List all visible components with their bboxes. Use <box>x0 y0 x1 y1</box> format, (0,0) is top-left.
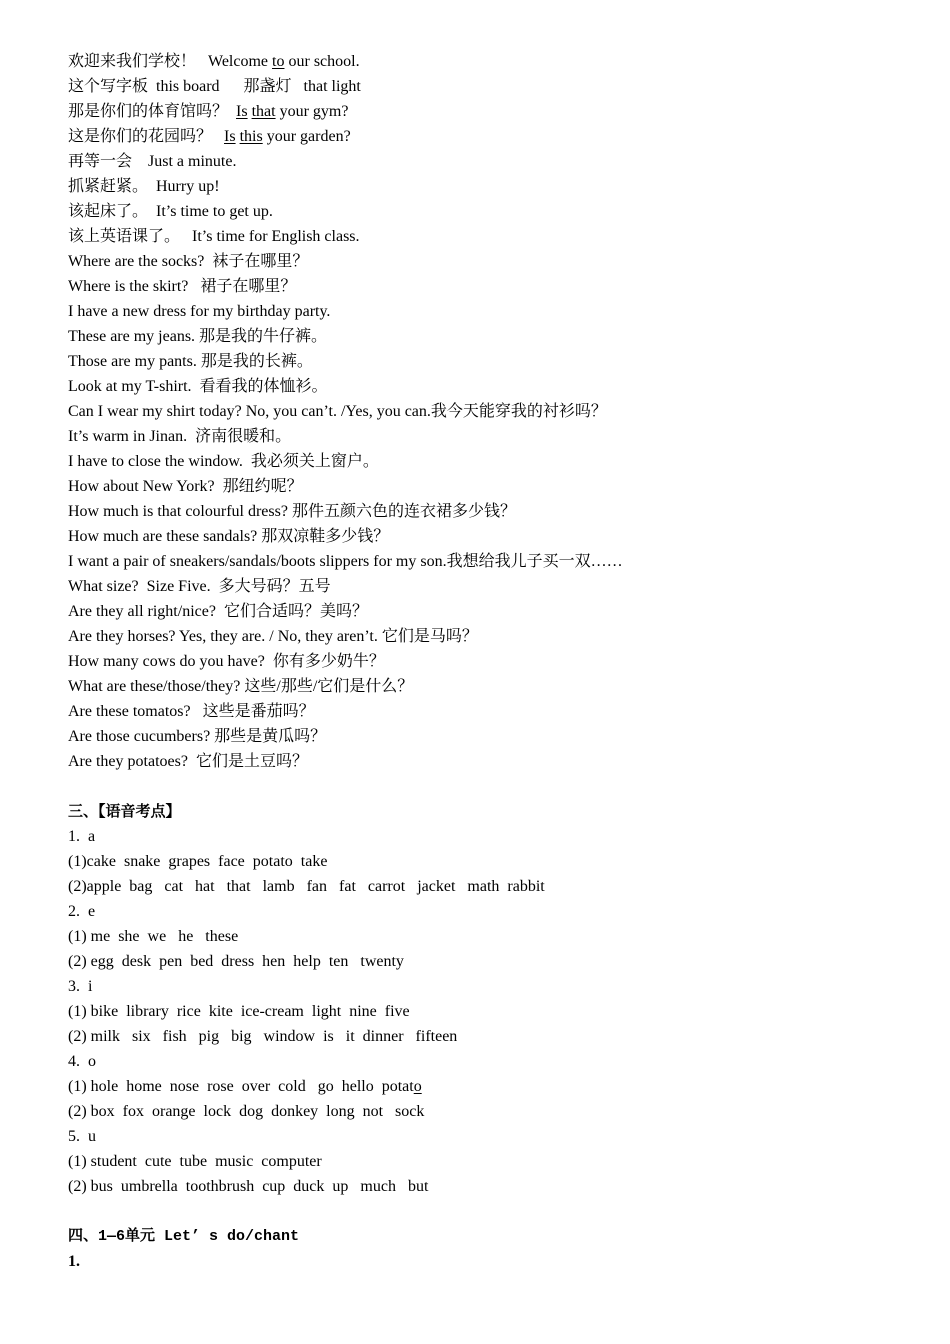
chant-item-number: 1. <box>68 1253 80 1270</box>
phrase-text: your gym? <box>275 103 349 120</box>
phonics-letter-title: 1. a <box>68 828 96 845</box>
underlined-word: to <box>272 53 285 70</box>
phrase-line: Are those cucumbers? 那些是黄瓜吗？ <box>68 728 327 745</box>
section-heading-phonics: 三、【语音考点】 <box>68 802 181 820</box>
phrase-line: Where is the skirt? 裙子在哪里？ <box>68 278 297 295</box>
phrase-line: 抓紧赶紧。 Hurry up! <box>68 178 220 195</box>
underlined-letter: o <box>413 1078 422 1095</box>
phonics-letter-title: 5. u <box>68 1128 96 1145</box>
phrase-line: Are they potatoes? 它们是土豆吗？ <box>68 753 308 770</box>
phrase-line: 这个写字板 this board 那盏灯 that light <box>68 78 361 95</box>
underlined-word: Is <box>236 103 248 120</box>
phrase-text: 欢迎来我们学校！ Welcome <box>68 53 273 70</box>
phonics-word-list: (2) bus umbrella toothbrush cup duck up much but <box>68 1178 429 1195</box>
underlined-word: Is <box>224 128 236 145</box>
phrase-line: 该上英语课了。 It’s time for English class. <box>68 228 360 245</box>
phonics-word-list: (1) student cute tube music computer <box>68 1153 322 1170</box>
phrase-line: I have a new dress for my birthday party. <box>68 303 331 320</box>
phrase-line: I want a pair of sneakers/sandals/boots slippers for my son.我想给我儿子买一双…… <box>68 553 623 570</box>
phrase-line: Can I wear my shirt today? No, you can’t. /Yes, you can.我今天能穿我的衬衫吗？ <box>68 403 607 420</box>
phrase-line: How much are these sandals? 那双凉鞋多少钱？ <box>68 528 390 545</box>
document-page <box>68 49 928 1274</box>
phrase-line: 该起床了。 It’s time to get up. <box>68 203 273 220</box>
phrase-line: Are they horses? Yes, they are. / No, they aren’t. 它们是马吗？ <box>68 628 478 645</box>
phrase-text: our school. <box>284 53 360 70</box>
phrase-line: Those are my pants. 那是我的长裤。 <box>68 353 313 370</box>
phrase-line <box>68 99 928 124</box>
phonics-word-list: (2) box fox orange lock dog donkey long not sock <box>68 1103 425 1120</box>
phonics-letter-title: 3. i <box>68 978 93 995</box>
underlined-word: this <box>239 128 263 145</box>
phrase-line: How about New York? 那纽约呢？ <box>68 478 303 495</box>
phonics-word-list <box>68 1074 928 1099</box>
phonics-word-list: (2) milk six fish pig big window is it dinner fifteen <box>68 1028 458 1045</box>
phrase-line: I have to close the window. 我必须关上窗户。 <box>68 453 379 470</box>
phrase-text: 那是你们的体育馆吗？ <box>68 103 237 120</box>
phrase-line <box>68 49 928 74</box>
phrase-line <box>68 124 928 149</box>
phonics-words: (1) hole home nose rose over cold go hello potat <box>68 1078 414 1095</box>
phonics-word-list: (2)apple bag cat hat that lamb fan fat carrot jacket math rabbit <box>68 878 545 895</box>
phonics-letter-title: 4. o <box>68 1053 96 1070</box>
phrase-line: What are these/those/they? 这些/那些/它们是什么？ <box>68 678 414 695</box>
phonics-word-list: (2) egg desk pen bed dress hen help ten twenty <box>68 953 404 970</box>
phonics-word-list: (1) bike library rice kite ice-cream light nine five <box>68 1003 410 1020</box>
phrase-line: It’s warm in Jinan. 济南很暖和。 <box>68 428 292 445</box>
phrase-text: your garden? <box>262 128 351 145</box>
section-heading-chant: 四、1—6单元 Let’ s do/chant <box>68 1228 300 1245</box>
phrase-line: Where are the socks? 袜子在哪里？ <box>68 253 309 270</box>
phrase-line: Are these tomatos? 这些是番茄吗？ <box>68 703 315 720</box>
phrase-line: 再等一会 Just a minute. <box>68 153 237 170</box>
phonics-word-list: (1)cake snake grapes face potato take <box>68 853 328 870</box>
blank-line <box>68 774 928 799</box>
phrase-text: 这是你们的花园吗？ <box>68 128 225 145</box>
phrase-line: How much is that colourful dress? 那件五颜六色的连衣裙多少钱？ <box>68 503 516 520</box>
phonics-word-list: (1) me she we he these <box>68 928 239 945</box>
phonics-letter-title: 2. e <box>68 903 96 920</box>
phrase-line: Are they all right/nice? 它们合适吗？美吗？ <box>68 603 368 620</box>
phrase-line: What size? Size Five. 多大号码？五号 <box>68 578 331 595</box>
blank-line <box>68 1199 928 1224</box>
phrase-line: How many cows do you have? 你有多少奶牛？ <box>68 653 385 670</box>
underlined-word: that <box>251 103 276 120</box>
phrase-line: Look at my T-shirt. 看看我的体恤衫。 <box>68 378 328 395</box>
phrase-line: These are my jeans. 那是我的牛仔裤。 <box>68 328 328 345</box>
